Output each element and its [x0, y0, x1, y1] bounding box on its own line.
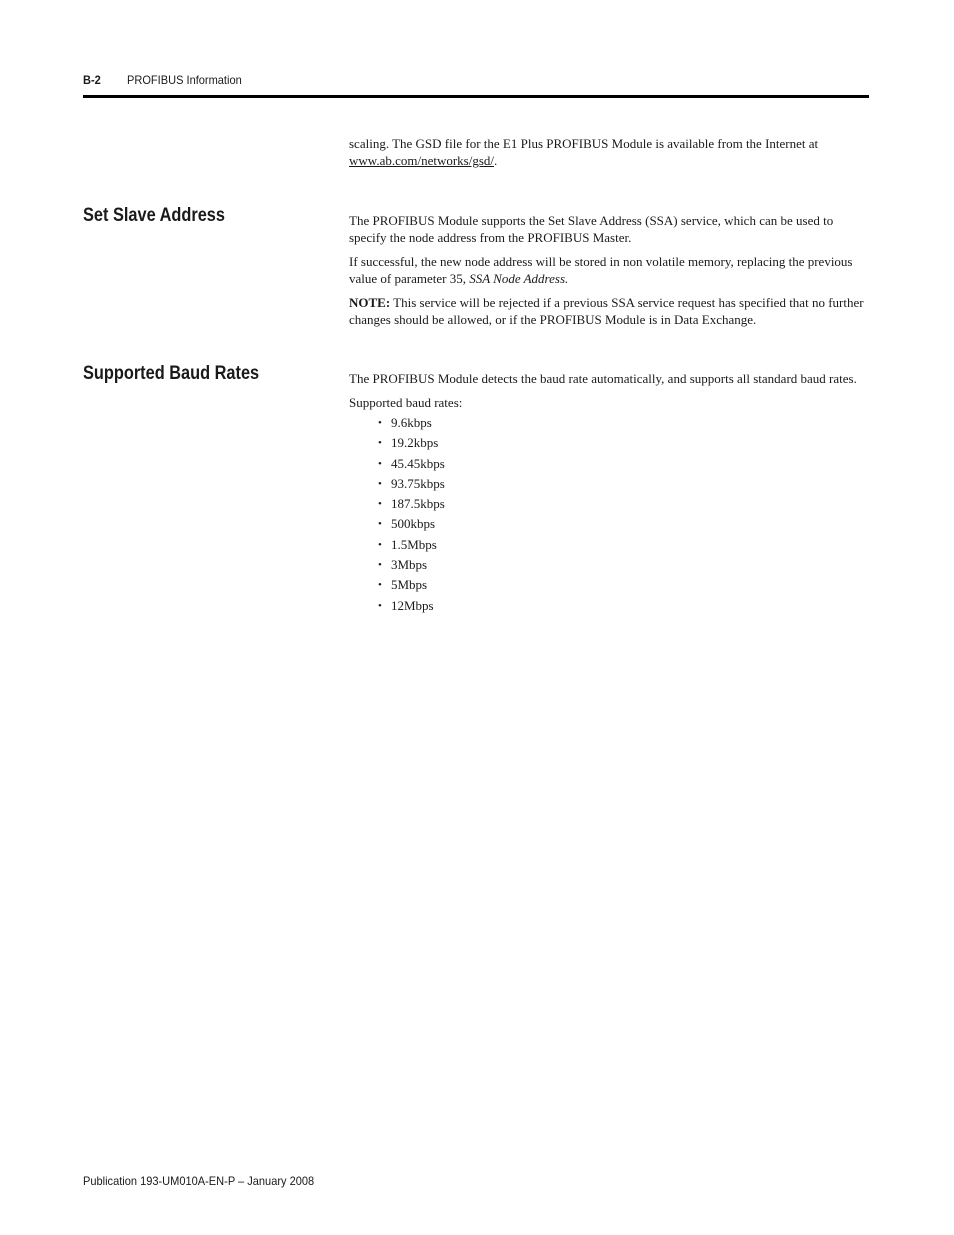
list-item — [378, 596, 869, 616]
baud-rate-value: 93.75kbps — [391, 475, 445, 491]
set-slave-address-section — [349, 212, 869, 335]
list-item — [378, 474, 869, 494]
gsd-link[interactable]: www.ab.com/networks/gsd/ — [349, 153, 495, 168]
baud-list-intro: Supported baud rates: — [349, 395, 463, 410]
page-number: B-2 — [83, 73, 101, 87]
baud-rate-value: 500kbps — [391, 516, 436, 532]
intro-link-suffix: . — [494, 153, 498, 168]
list-item — [378, 575, 869, 595]
baud-rate-value: 3Mbps — [391, 557, 428, 573]
header-rule — [83, 95, 869, 98]
ssa-paragraph-1: The PROFIBUS Module supports the Set Slave Address (SSA) service, which can be used to specify the node address from the PROFIBUS Master. — [349, 213, 834, 245]
bullet-icon: • — [378, 518, 382, 531]
baud-rate-value: 5Mbps — [391, 577, 428, 593]
supported-baud-rates-heading: Supported Baud Rates — [83, 363, 260, 384]
baud-rate-list — [349, 413, 869, 616]
list-item — [378, 494, 869, 514]
list-item — [378, 555, 869, 575]
bullet-icon: • — [378, 437, 382, 450]
ssa-parameter-name: SSA Node Address. — [469, 271, 569, 286]
baud-rate-value: 19.2kbps — [391, 435, 439, 451]
bullet-icon: • — [378, 579, 382, 592]
ssa-note — [349, 294, 869, 328]
ssa-paragraph-2-text: If successful, the new node address will be stored in non volatile memory, replacing the previous value of parameter 35, — [349, 254, 853, 286]
bullet-icon: • — [378, 498, 382, 511]
baud-rate-value: 187.5kbps — [391, 496, 445, 512]
baud-paragraph-1: The PROFIBUS Module detects the baud rate automatically, and supports all standard baud rates. — [349, 371, 857, 386]
note-label: NOTE: — [349, 295, 391, 310]
baud-rate-value: 9.6kbps — [391, 415, 432, 430]
intro-paragraph — [349, 135, 869, 176]
bullet-icon: • — [378, 477, 382, 490]
bullet-icon: • — [378, 599, 382, 612]
bullet-icon: • — [378, 538, 382, 551]
set-slave-address-heading: Set Slave Address — [83, 205, 225, 226]
ssa-paragraph-2 — [349, 253, 869, 287]
chapter-title: PROFIBUS Information — [127, 73, 242, 87]
bullet-icon: • — [378, 457, 382, 470]
list-item — [378, 514, 869, 534]
baud-rate-value: 1.5Mbps — [391, 536, 437, 552]
intro-text: scaling. The GSD file for the E1 Plus PROFIBUS Module is available from the Internet at — [349, 136, 819, 151]
list-item — [378, 454, 869, 474]
note-text: This service will be rejected if a previous SSA service request has specified that no further changes should be allowed, or if the PROFIBUS Module is in Data Exchange. — [349, 295, 864, 327]
publication-footer: Publication 193-UM010A-EN-P – January 2008 — [83, 1174, 315, 1188]
bullet-icon: • — [378, 417, 382, 429]
list-item — [378, 433, 869, 453]
supported-baud-rates-section — [349, 370, 869, 616]
baud-rate-value: 45.45kbps — [391, 455, 445, 471]
list-item — [378, 413, 869, 433]
baud-rate-value: 12Mbps — [391, 597, 434, 613]
list-item — [378, 535, 869, 555]
bullet-icon: • — [378, 559, 382, 572]
